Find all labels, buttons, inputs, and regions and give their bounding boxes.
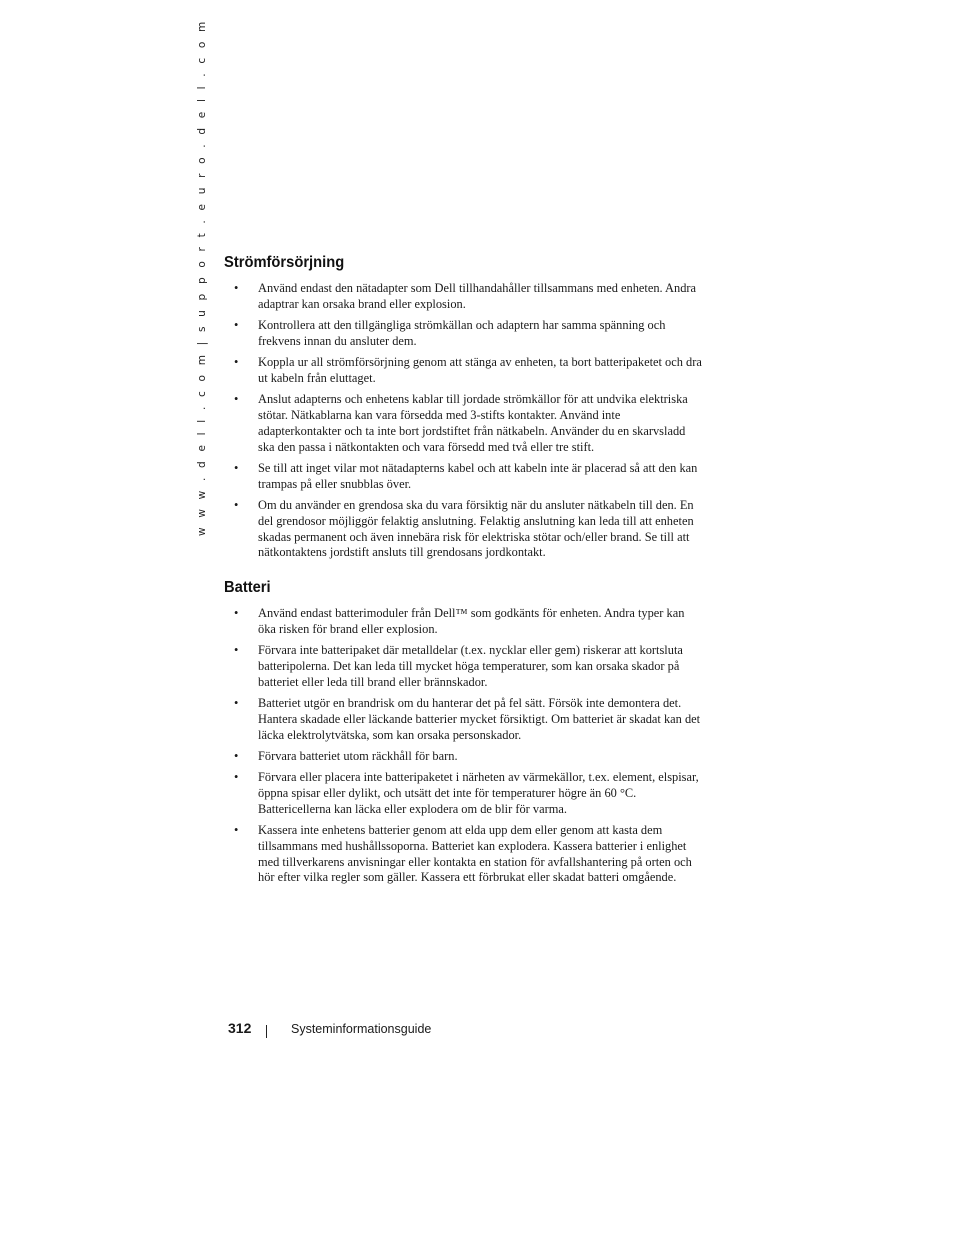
- bullet-icon: •: [234, 748, 239, 763]
- bullet-icon: •: [234, 460, 239, 475]
- section-title: Strömförsörjning: [224, 254, 345, 271]
- page-number: 312: [228, 1020, 252, 1036]
- bullet-list: [224, 281, 704, 561]
- bullet-icon: •: [234, 770, 239, 785]
- bullet-icon: •: [234, 695, 239, 710]
- section-battery: [224, 578, 704, 892]
- list-item: • Se till att inget vilar mot nätadapterns kabel och att kabeln inte är placerad så att den kan trampas på eller snubblas över.: [234, 460, 698, 491]
- bullet-icon: •: [234, 318, 239, 333]
- list-item: • Förvara inte batteripaket där metalldelar (t.ex. nycklar eller gem) riskerar att kortsluta batteripolerna. Det kan leda till mycket höga temperaturer, som kan orsaka skador på batteriet eller leda till brand eller brännskador.: [234, 643, 683, 689]
- section-title: Batteri: [224, 579, 271, 596]
- list-item: • Om du använder en grendosa ska du vara försiktig när du ansluter nätkabeln till den. En del grendosor möjliggör felaktig anslutning. Felaktig anslutning kan leda till att enheten skadas permanent och även innebära risk för elektriska stötar och/eller brand. Se till att nätkontaktens jordstift ansluts till grendosans jordkontakt.: [234, 498, 694, 560]
- list-item: • Använd endast batterimoduler från Dell™ som godkänts för enheten. Andra typer kan öka risken för brand eller explosion.: [234, 606, 685, 636]
- list-item: • Batteriet utgör en brandrisk om du hanterar det på fel sätt. Försök inte demontera det. Hantera skadade eller läckande batterier mycket försiktigt. Om batteriet är skadat kan det läcka elektrolytvätska, som kan orsaka personskador.: [234, 695, 701, 742]
- section-power-supply: [224, 253, 704, 567]
- bullet-icon: •: [234, 643, 239, 658]
- list-item: • Förvara batteriet utom räckhåll för barn.: [234, 748, 458, 763]
- side-url: w w w . d e l l . c o m | s u p p o r t . e u r o . d e l l . c o m: [196, 18, 208, 536]
- bullet-icon: •: [234, 606, 239, 620]
- document-title: Systeminformationsguide: [291, 1022, 432, 1036]
- footer-divider: [266, 1025, 267, 1038]
- list-item: • Förvara eller placera inte batteripaketet i närheten av värmekällor, t.ex. element, elspisar, öppna spisar eller dylikt, och utsätt det inte för temperaturer högre än 60 °C. Battericellerna kan läcka eller explodera om de blir för varma.: [234, 770, 699, 816]
- list-item: • Kassera inte enhetens batterier genom att elda upp dem eller genom att kasta dem tillsammans med hushållssoporna. Batteriet kan explodera. Kassera batterier i enlighet med tillverkarens anvisningar eller kontakta en station för avfallshantering på orten och hör efter vilka regler som gäller. Kassera ett förbrukat eller skadat batteri omgående.: [234, 823, 692, 885]
- bullet-list: [224, 606, 704, 886]
- list-item: • Anslut adapterns och enhetens kablar till jordade strömkällor för att undvika elektriska stötar. Nätkablarna kan vara försedda med 3-stifts kontakter. Använd inte adapterkontakter och ta inte bort jordstiftet från nätkabeln. Använder du en skarvsladd ska den passa i nätkontakten och vara försedd med två eller tre stift.: [234, 392, 688, 454]
- list-item: • Kontrollera att den tillgängliga strömkällan och adaptern har samma spänning och frekvens innan du ansluter dem.: [234, 318, 666, 348]
- bullet-icon: •: [234, 498, 239, 513]
- bullet-icon: •: [234, 355, 239, 370]
- bullet-icon: •: [234, 281, 239, 295]
- bullet-icon: •: [234, 392, 239, 407]
- bullet-icon: •: [234, 823, 239, 838]
- list-item: • Koppla ur all strömförsörjning genom att stänga av enheten, ta bort batteripaketet och dra ut kabeln från eluttaget.: [234, 355, 702, 385]
- list-item: • Använd endast den nätadapter som Dell tillhandahåller tillsammans med enheten. Andra adaptrar kan orsaka brand eller explosion.: [234, 281, 697, 311]
